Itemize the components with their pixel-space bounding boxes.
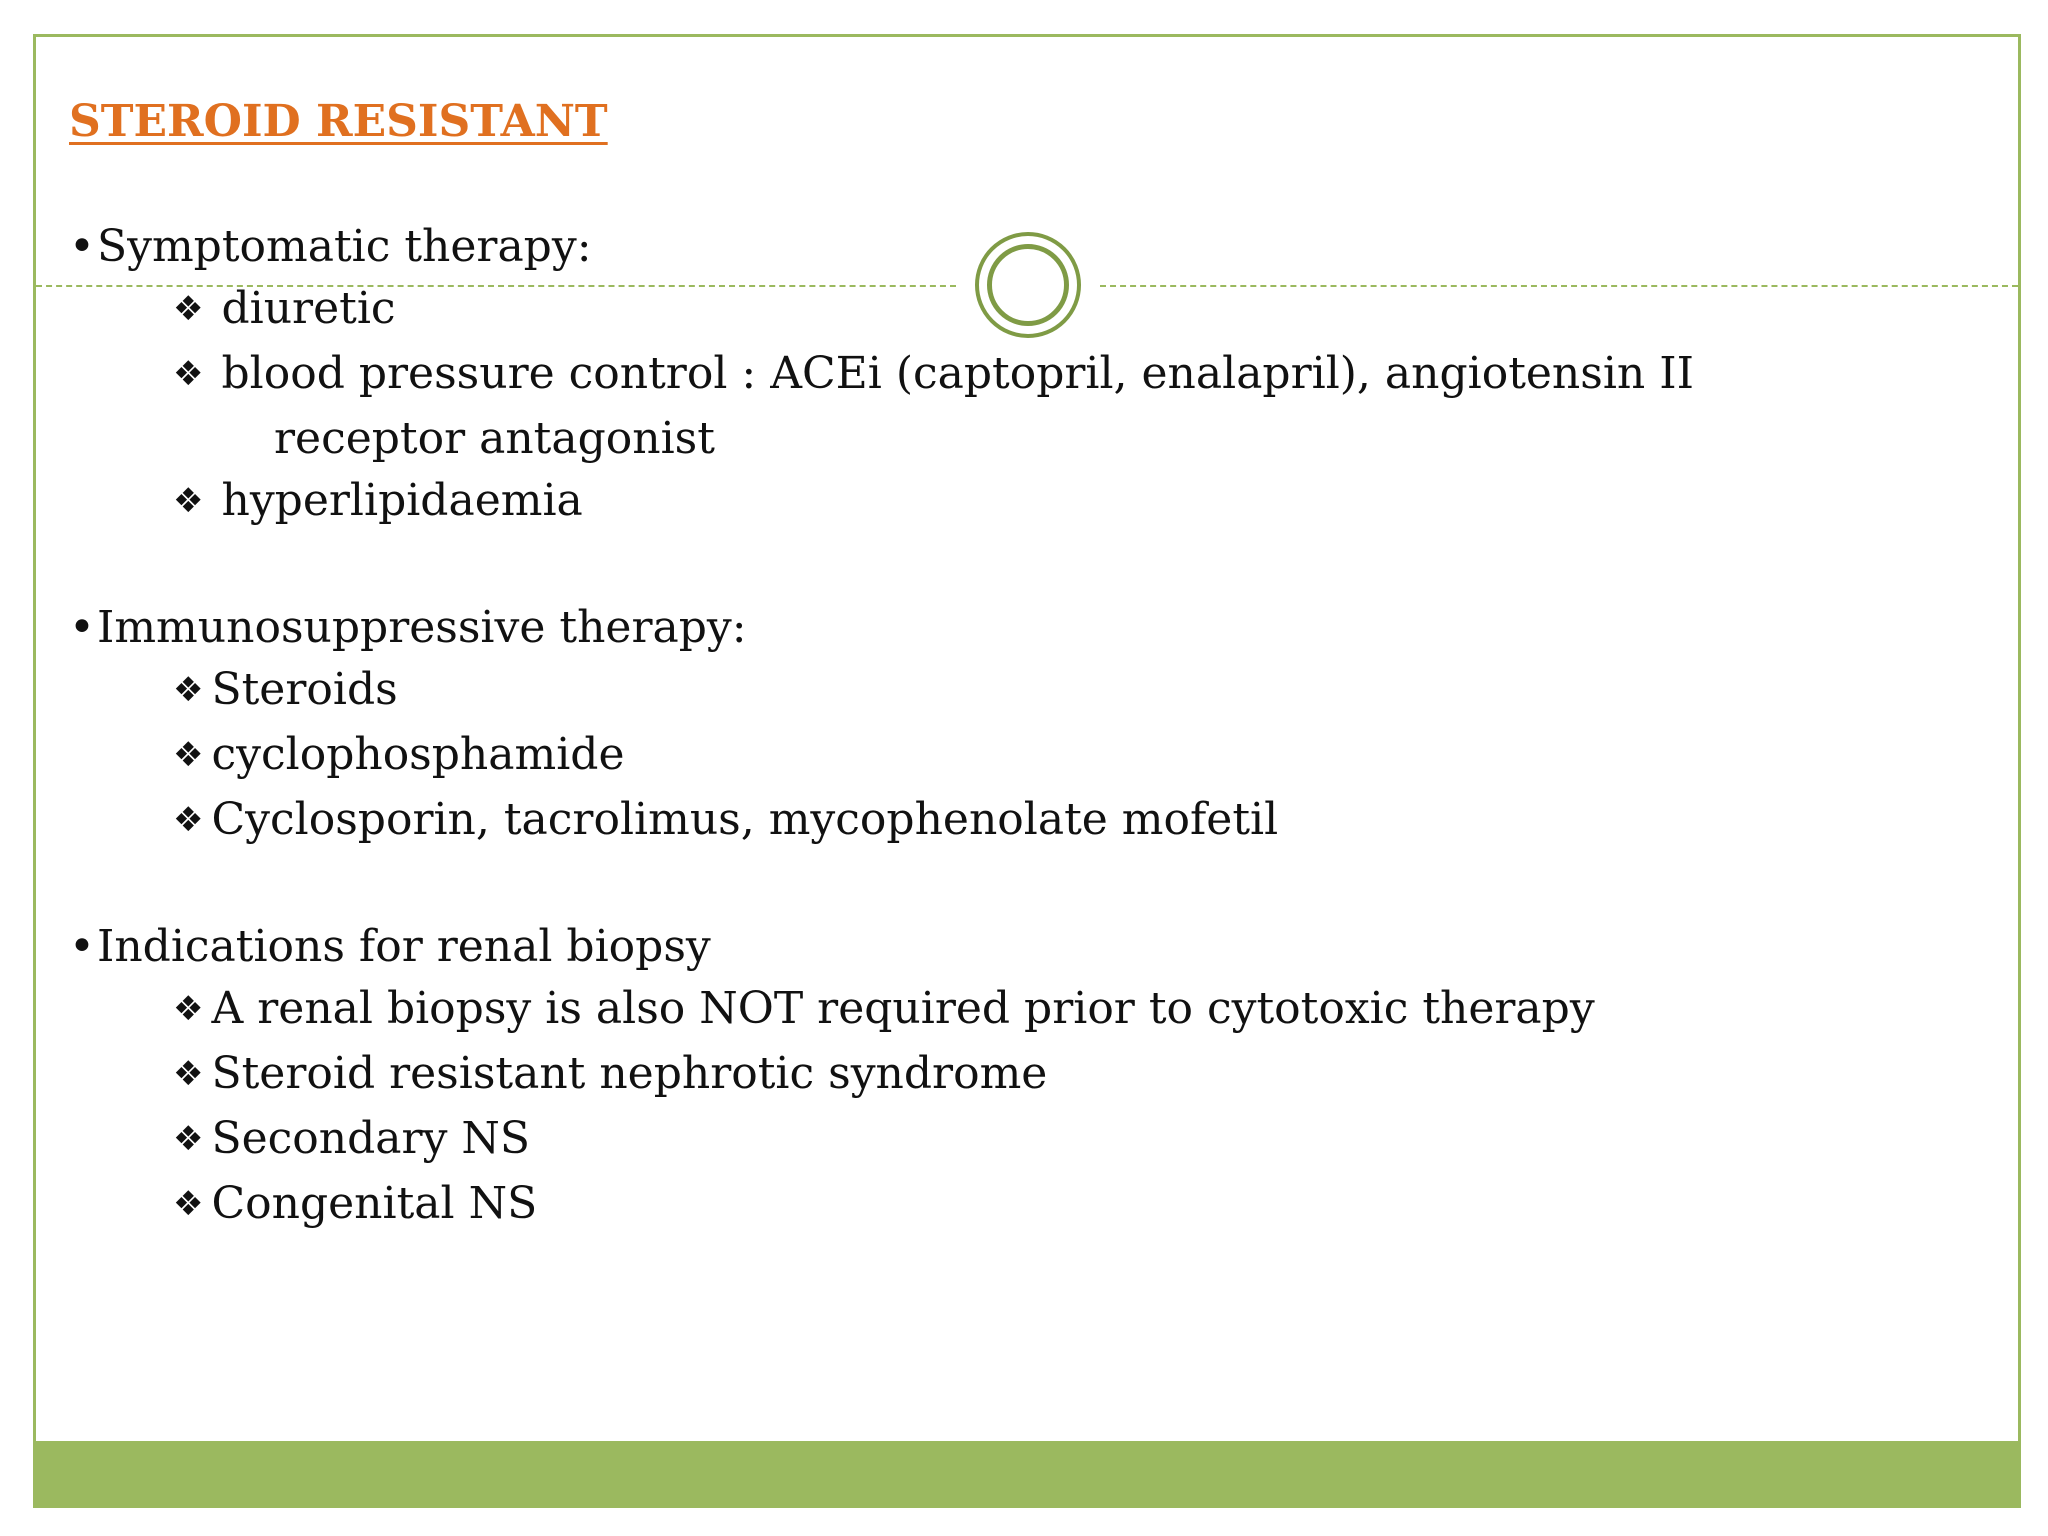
list-item-text: hyperlipidaemia — [221, 475, 583, 526]
section-heading — [69, 916, 1969, 978]
bullet-icon: • — [69, 921, 95, 972]
slide-title: STEROID RESISTANT — [69, 96, 608, 147]
diamond-bullet-icon: ❖ — [173, 1184, 204, 1224]
list-item-text: Congenital NS — [211, 1178, 538, 1229]
list-item-text: cyclophosphamide — [211, 729, 625, 780]
diamond-bullet-icon: ❖ — [173, 989, 204, 1029]
list-item-text: Cyclosporin, tacrolimus, mycophenolate mofetil — [211, 794, 1279, 845]
bullet-icon: • — [69, 221, 95, 272]
diamond-bullet-icon: ❖ — [173, 670, 204, 710]
section-symptomatic-therapy — [69, 216, 1969, 535]
diamond-bullet-icon: ❖ — [173, 289, 204, 329]
diamond-bullet-icon: ❖ — [173, 1119, 204, 1159]
diamond-bullet-icon: ❖ — [173, 1054, 204, 1094]
list-item-text: Secondary NS — [211, 1113, 531, 1164]
list-item — [69, 470, 1969, 535]
diamond-bullet-icon: ❖ — [173, 481, 204, 521]
list-item-text: diuretic — [221, 283, 396, 334]
bullet-icon: • — [69, 602, 95, 653]
list-item — [69, 724, 1969, 789]
section-heading — [69, 216, 1969, 278]
section-heading-text: Immunosuppressive therapy: — [96, 602, 747, 653]
list-item — [69, 978, 1969, 1043]
diamond-bullet-icon: ❖ — [173, 735, 204, 775]
diamond-bullet-icon: ❖ — [173, 800, 204, 840]
list-item-text: Steroid resistant nephrotic syndrome — [211, 1048, 1048, 1099]
list-item — [69, 278, 1969, 343]
list-item-text: Steroids — [211, 664, 398, 715]
section-heading-text: Symptomatic therapy: — [96, 221, 592, 272]
list-item-text: blood pressure control : ACEi (captopril, enalapril), angiotensin II — [221, 348, 1695, 399]
section-immunosuppressive-therapy — [69, 597, 1969, 854]
list-item — [69, 1043, 1969, 1108]
list-item — [69, 343, 1969, 408]
list-item — [69, 659, 1969, 724]
list-item-continuation: receptor antagonist — [274, 413, 715, 464]
list-item — [69, 789, 1969, 854]
list-item — [69, 1108, 1969, 1173]
list-item-text: A renal biopsy is also NOT required prior to cytotoxic therapy — [211, 983, 1595, 1034]
section-renal-biopsy — [69, 916, 1969, 1238]
diamond-bullet-icon: ❖ — [173, 354, 204, 394]
section-heading-text: Indications for renal biopsy — [96, 921, 711, 972]
footer-band — [33, 1441, 2021, 1508]
section-heading — [69, 597, 1969, 659]
list-item — [69, 1173, 1969, 1238]
slide-content — [69, 216, 1969, 1238]
